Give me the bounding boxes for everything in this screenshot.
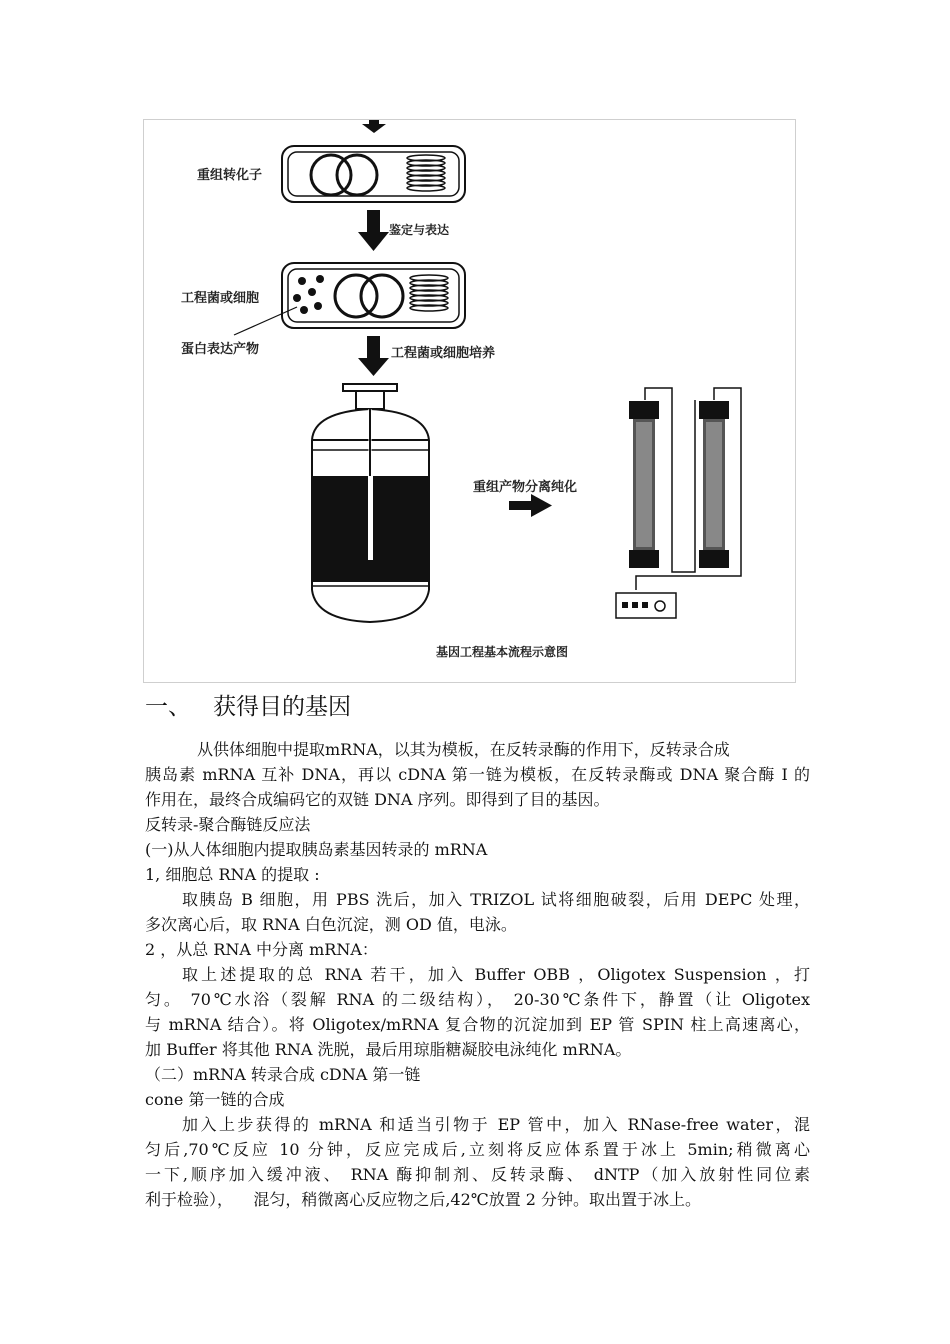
label-recombinant-transformant: 重组转化子 [197,168,263,183]
text-line: 从供体细胞中提取mRNA，以其为模板，在反转录酶的作用下，反转录合成 [197,740,730,759]
section-number: 一、 [145,694,191,720]
label-protein-product: 蛋白表达产物 [181,342,260,357]
text-line: 取上述提取的总 RNA 若干，加入 Buffer OBB ，Oligotex Suspension ，打 [182,965,810,984]
text-line: (一)从人体细胞内提取胰岛素基因转录的 mRNA [145,840,488,859]
section-title: 获得目的基因 [213,694,351,720]
text-line: cone 第一链的合成 [145,1090,285,1109]
text-line: 一下,顺序加入缓冲液、 RNA 酶抑制剂、反转录酶、 dNTP（加入放射性同位素 [145,1165,810,1184]
figure-caption: 基因工程基本流程示意图 [436,645,569,659]
text-line: 多次离心后，取 RNA 白色沉淀，测 OD 值，电泳。 [145,915,517,934]
text-line: 反转录-聚合酶链反应法 [145,815,311,834]
label-identify-express: 鉴定与表达 [389,223,450,237]
text-line: 匀后,70℃反应 10 分钟，反应完成后,立刻将反应体系置于冰上 5min;稍微离心 [145,1140,810,1159]
bioreactor-icon [312,384,429,622]
section-heading [145,688,351,721]
text-line: 利于检验）， 混匀，稍微离心反应物之后,42℃放置 2 分钟。取出置于冰上。 [145,1190,702,1209]
label-engineered-cells: 工程菌或细胞 [181,291,260,306]
text-line: 胰岛素 mRNA 互补 DNA，再以 cDNA 第一链为模板，在反转录酶或 DNA 聚合酶 I 的 [145,765,810,784]
text-line: 1, 细胞总 RNA 的提取 : [145,865,320,884]
arrow-down-culture-icon [358,336,389,376]
text-line: （二）mRNA 转录合成 cDNA 第一链 [145,1065,421,1084]
text-line: 加入上步获得的 mRNA 和适当引物于 EP 管中，加入 RNase-free water，混 [182,1115,810,1134]
body-text [145,737,810,1212]
process-figure [143,119,796,683]
chromatography-columns-icon [616,388,741,618]
gene-engineering-diagram [144,120,797,684]
arrow-right-icon [509,494,552,517]
text-line: 匀。 70℃水浴（裂解 RNA 的二级结构）， 20-30℃条件下，静置（让 Oligotex [145,990,810,1009]
text-line: 取胰岛 B 细胞，用 PBS 洗后，加入 TRIZOL 试将细胞破裂，后用 DEPC 处理， [182,890,810,909]
label-purification: 重组产物分离纯化 [473,480,578,495]
arrow-down-top-icon [362,120,386,133]
text-line: 加 Buffer 将其他 RNA 洗脱，最后用琼脂糖凝胶电泳纯化 mRNA。 [145,1040,632,1059]
text-line: 作用在，最终合成编码它的双链 DNA 序列。即得到了目的基因。 [145,790,610,809]
transformant-panel [282,146,465,202]
engineered-cells-panel [234,263,465,335]
text-line: 2 ，从总 RNA 中分离 mRNA： [145,940,378,959]
arrow-down-identify-icon [358,210,389,251]
text-line: 与 mRNA 结合）。将 Oligotex/mRNA 复合物的沉淀加到 EP 管 SPIN 柱上高速离心， [145,1015,810,1034]
label-culture: 工程菌或细胞培养 [391,346,496,361]
